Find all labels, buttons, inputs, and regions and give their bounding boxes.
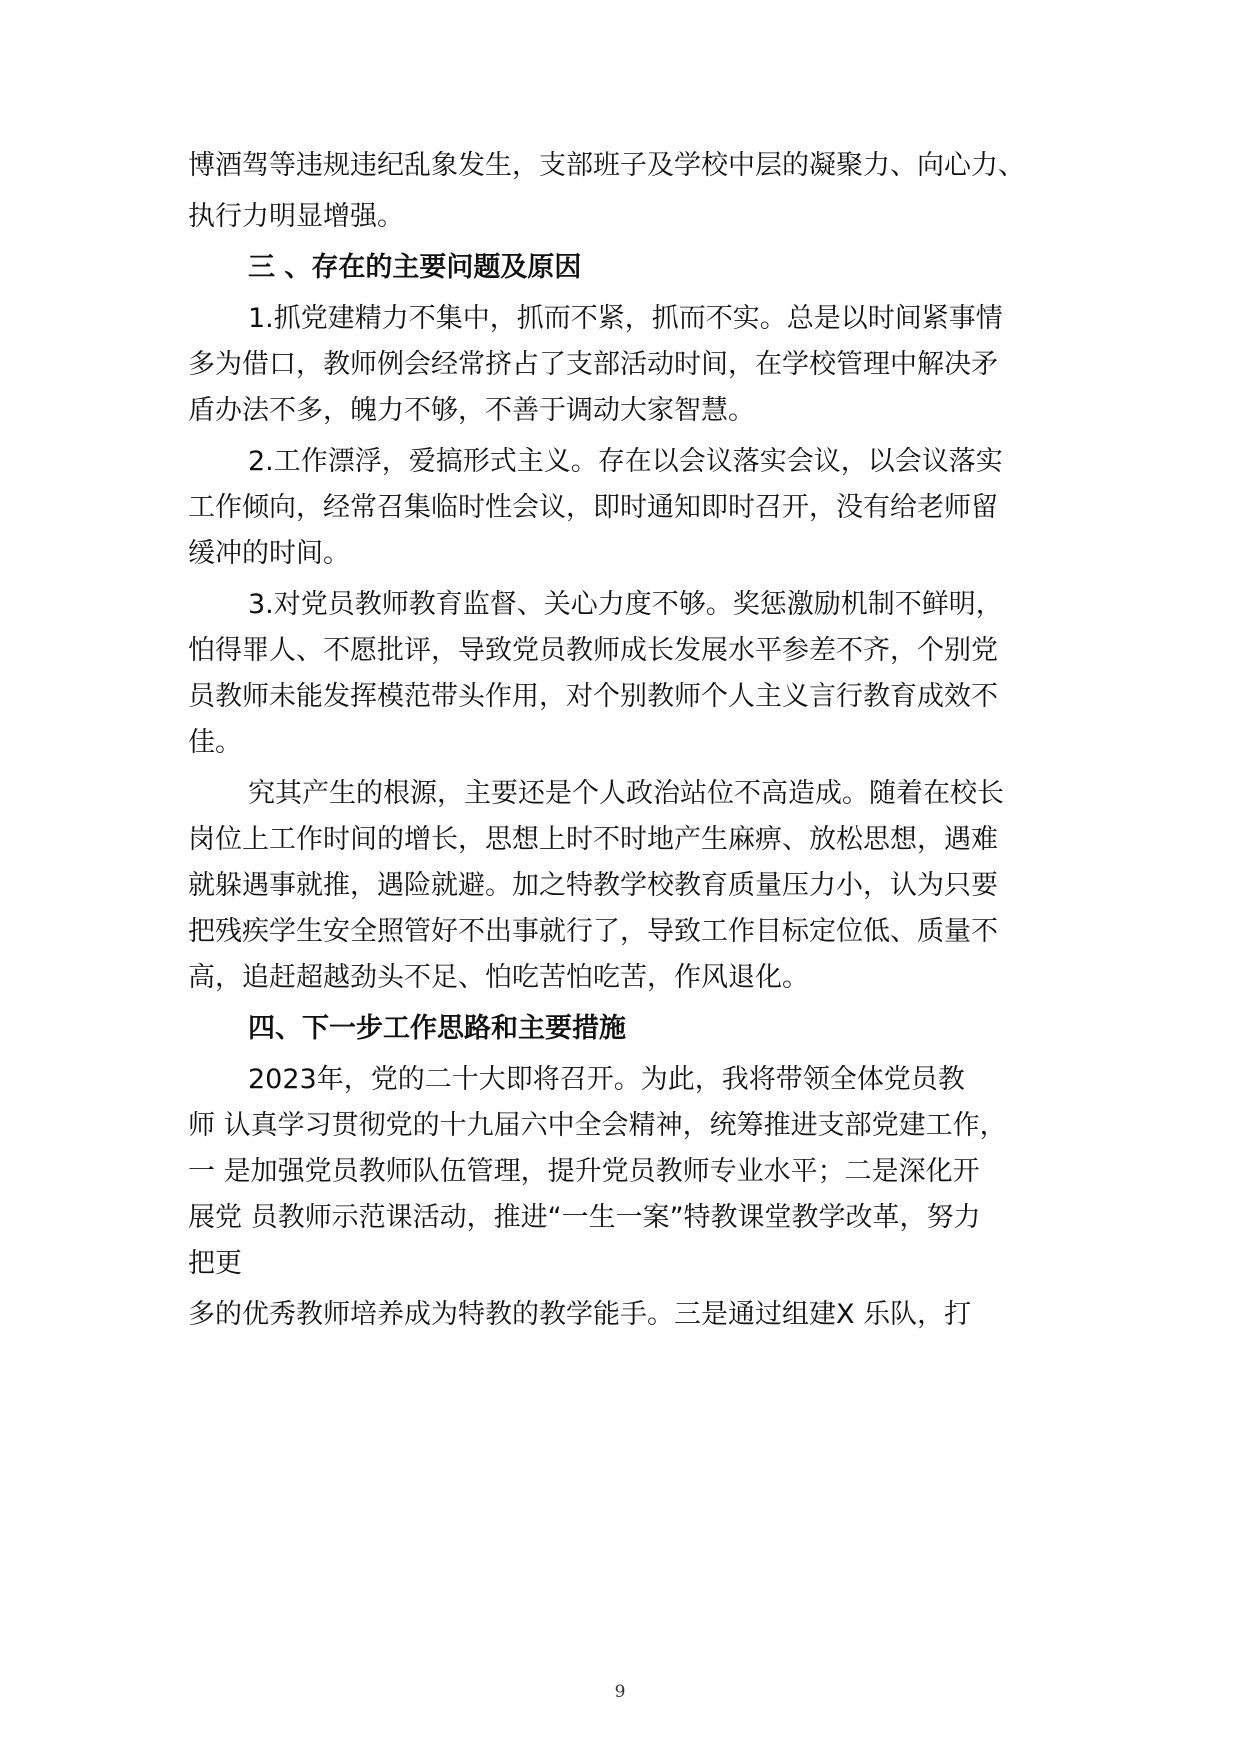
paragraph-line: 3.对党员教师教育监督、关心力度不够。奖惩激励机制不鲜明， (248, 589, 1003, 620)
paragraph-line: 师 认真学习贯彻党的十九届六中全会精神，统筹推进支部党建工作， (188, 1110, 1007, 1141)
paragraph-line: 盾办法不多，魄力不够，不善于调动大家智慧。 (188, 395, 755, 426)
paragraph-line: 员教师未能发挥模范带头作用，对个别教师个人主义言行教育成效不 (188, 681, 998, 712)
paragraph-line: 工作倾向，经常召集临时性会议，即时通知即时召开，没有给老师留 (188, 492, 998, 523)
paragraph-line: 就躲遇事就推，遇险就避。加之特教学校教育质量压力小，认为只要 (188, 870, 998, 901)
paragraph-line: 2.工作漂浮，爱搞形式主义。存在以会议落实会议，以会议落实 (248, 446, 1003, 477)
paragraph-line: 1.抓党建精力不集中，抓而不紧，抓而不实。总是以时间紧事情 (248, 303, 1003, 334)
paragraph-line: 缓冲的时间。 (188, 538, 350, 569)
paragraph-line: 高，追赶超越劲头不足、怕吃苦怕吃苦，作风退化。 (188, 962, 809, 993)
page-number: 9 (614, 1682, 626, 1702)
paragraph-line: 博酒驾等违规违纪乱象发生，支部班子及学校中层的凝聚力、向心力、 (188, 150, 1025, 181)
paragraph-line: 把更 (188, 1248, 242, 1279)
paragraph-line: 2023年，党的二十大即将召开。为此，我将带领全体党员教 (248, 1064, 965, 1095)
paragraph-line: 把残疾学生安全照管好不出事就行了，导致工作目标定位低、质量不 (188, 916, 998, 947)
paragraph-line: 多的优秀教师培养成为特教的教学能手。三是通过组建X 乐队，打 (188, 1299, 972, 1330)
paragraph-line: 究其产生的根源，主要还是个人政治站位不高造成。随着在校长 (248, 778, 1004, 809)
paragraph-line: 展党 员教师示范课活动，推进“一生一案”特教课堂教学改革，努力 (188, 1202, 981, 1233)
paragraph-line: 执行力明显增强。 (188, 201, 404, 232)
paragraph-line: 怕得罪人、不愿批评，导致党员教师成长发展水平参差不齐，个别党 (188, 635, 998, 666)
section-heading: 四、下一步工作思路和主要措施 (248, 1013, 626, 1044)
paragraph-line: 一 是加强党员教师队伍管理，提升党员教师专业水平；二是深化开 (188, 1156, 980, 1187)
paragraph-line: 佳。 (188, 727, 242, 758)
paragraph-line: 岗位上工作时间的增长，思想上时不时地产生麻痹、放松思想，遇难 (188, 824, 998, 855)
section-heading: 三 、存在的主要问题及原因 (248, 252, 582, 283)
paragraph-line: 多为借口，教师例会经常挤占了支部活动时间，在学校管理中解决矛 (188, 349, 998, 380)
